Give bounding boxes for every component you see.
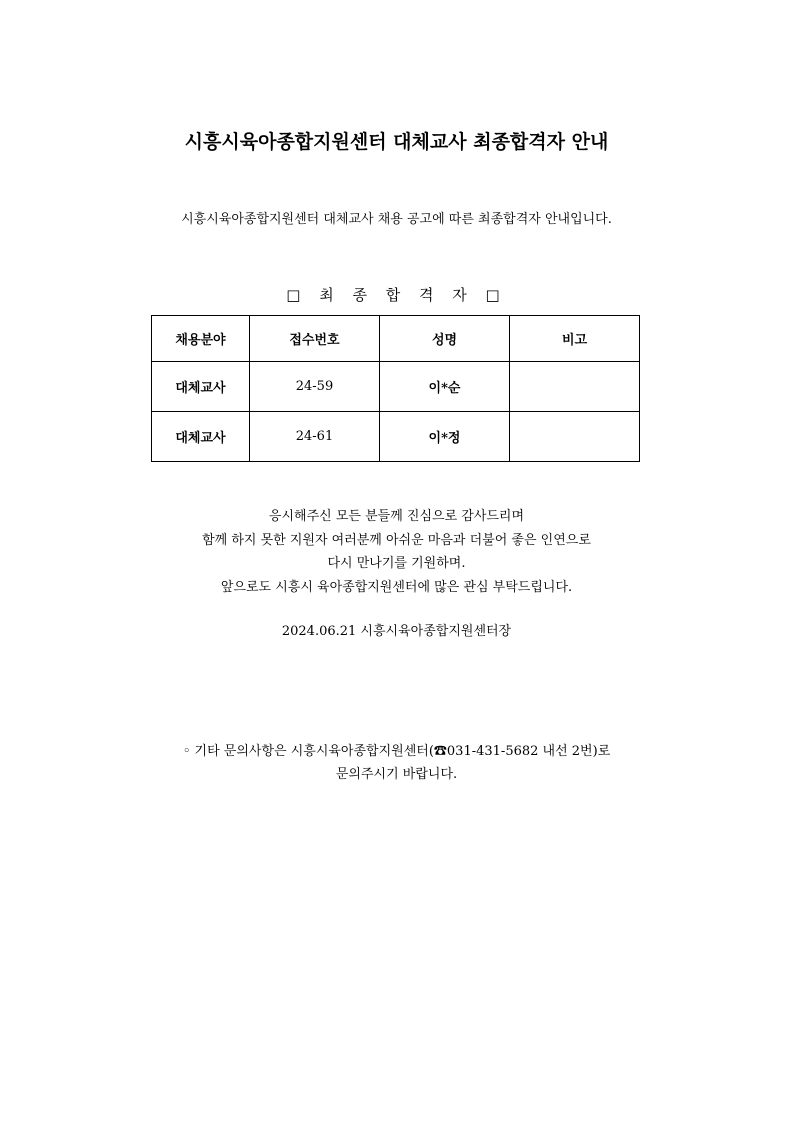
cell-name: 이*순: [380, 362, 510, 412]
contact-line: 문의주시기 바랍니다.: [335, 767, 458, 782]
closing-line: 함께 하지 못한 지원자 여러분께 아쉬운 마음과 더불어 좋은 인연으로: [202, 532, 591, 548]
table-row: [152, 362, 640, 412]
intro-text: 시흥시육아종합지원센터 대체교사 채용 공고에 따른 최종합격자 안내입니다.: [181, 212, 612, 227]
cell-field: 대체교사: [152, 412, 250, 462]
closing-line: 응시해주신 모든 분들께 진심으로 감사드리며: [268, 509, 525, 524]
contact-line: ◦ 기타 문의사항은 시흥시육아종합지원센터(☎031-431-5682 내선 2번)로: [182, 744, 611, 759]
signature-line: 2024.06.21 시흥시육아종합지원센터장: [281, 624, 512, 639]
cell-number: 24-61: [250, 412, 380, 462]
cell-note: [510, 412, 640, 462]
table-row: [152, 412, 640, 462]
closing-message: [0, 505, 793, 599]
header-note: 비고: [510, 316, 640, 362]
table-header-row: [152, 316, 640, 362]
contact-notice: [0, 740, 793, 786]
results-table: [151, 315, 640, 462]
cell-field: 대체교사: [152, 362, 250, 412]
closing-line: 다시 만나기를 기원하며.: [327, 556, 466, 571]
closing-line: 앞으로도 시흥시 육아종합지원센터에 많은 관심 부탁드립니다.: [220, 579, 573, 595]
cell-number: 24-59: [250, 362, 380, 412]
header-name: 성명: [380, 316, 510, 362]
cell-note: [510, 362, 640, 412]
document-title: 시흥시육아종합지원센터 대체교사 최종합격자 안내: [184, 131, 609, 153]
cell-name: 이*정: [380, 412, 510, 462]
header-number: 접수번호: [250, 316, 380, 362]
section-heading: □ 최 종 합 격 자 □: [286, 286, 507, 304]
header-field: 채용분야: [152, 316, 250, 362]
